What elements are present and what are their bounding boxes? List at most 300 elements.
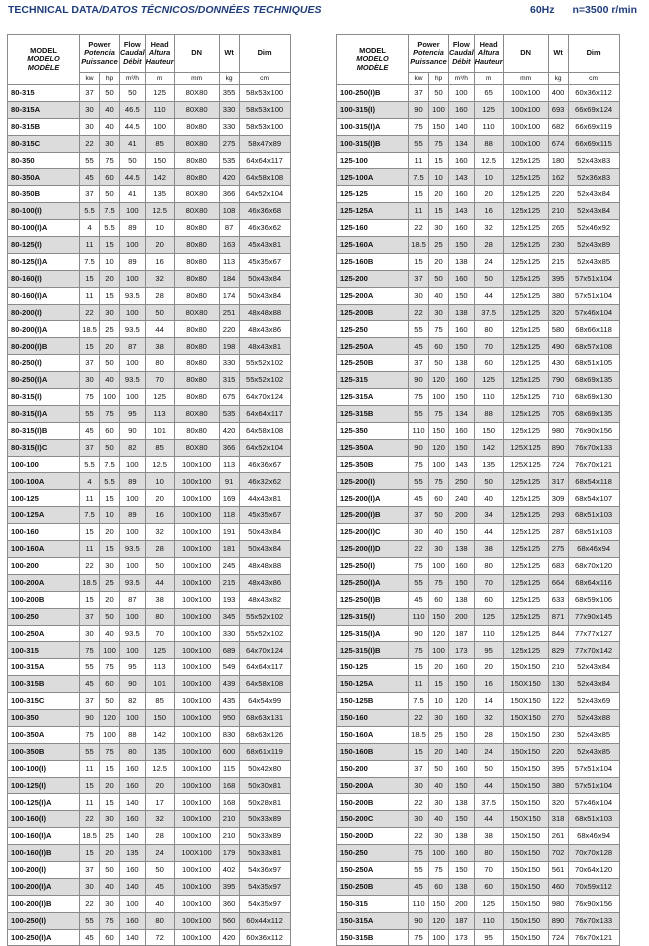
table-row bbox=[337, 777, 620, 794]
cell-flow: 173 bbox=[449, 642, 475, 659]
cell-flow: 150 bbox=[449, 524, 475, 541]
cell-power-kw: 110 bbox=[409, 895, 429, 912]
cell-model: 125-350 bbox=[337, 422, 409, 439]
cell-model: 80-315 bbox=[8, 85, 80, 102]
cell-dn: 80x80 bbox=[174, 220, 219, 237]
cell-weight: 317 bbox=[548, 473, 568, 490]
cell-flow: 89 bbox=[120, 253, 146, 270]
cell-head: 32 bbox=[145, 270, 174, 287]
cell-power-kw: 30 bbox=[80, 372, 100, 389]
cell-flow: 150 bbox=[449, 676, 475, 693]
cell-model: 100-315 bbox=[8, 642, 80, 659]
cell-dn: 150x150 bbox=[503, 828, 548, 845]
table-row bbox=[337, 591, 620, 608]
cell-power-kw: 22 bbox=[409, 794, 429, 811]
cell-power-hp: 30 bbox=[100, 811, 120, 828]
table-row bbox=[337, 828, 620, 845]
cell-power-kw: 30 bbox=[409, 811, 429, 828]
cell-power-kw: 37 bbox=[80, 693, 100, 710]
cell-power-hp: 15 bbox=[100, 541, 120, 558]
table-row bbox=[337, 693, 620, 710]
table-row bbox=[337, 355, 620, 372]
cell-dimensions: 64x64x117 bbox=[239, 405, 290, 422]
cell-head: 44 bbox=[474, 777, 503, 794]
cell-weight: 710 bbox=[548, 389, 568, 406]
cell-head: 28 bbox=[474, 726, 503, 743]
cell-dn: 125x125 bbox=[503, 574, 548, 591]
table-row bbox=[8, 169, 291, 186]
cell-dimensions: 50x43x84 bbox=[239, 541, 290, 558]
cell-power-kw: 30 bbox=[80, 118, 100, 135]
unit-dim: cm bbox=[568, 73, 619, 85]
cell-dimensions: 50x33x89 bbox=[239, 811, 290, 828]
cell-dn: 100x100 bbox=[174, 794, 219, 811]
cell-power-kw: 45 bbox=[80, 676, 100, 693]
cell-head: 40 bbox=[145, 895, 174, 912]
cell-power-kw: 22 bbox=[409, 220, 429, 237]
cell-dimensions: 52x43x85 bbox=[568, 253, 619, 270]
cell-flow: 100 bbox=[120, 557, 146, 574]
cell-weight: 693 bbox=[548, 101, 568, 118]
table-row bbox=[8, 861, 291, 878]
cell-model: 80-125(I)A bbox=[8, 253, 80, 270]
header-line: Power bbox=[417, 39, 440, 49]
header-line: Potencia bbox=[84, 48, 115, 58]
cell-power-hp: 30 bbox=[429, 794, 449, 811]
cell-flow: 160 bbox=[449, 220, 475, 237]
cell-weight: 162 bbox=[548, 169, 568, 186]
cell-power-kw: 7.5 bbox=[409, 693, 429, 710]
table-row bbox=[337, 794, 620, 811]
cell-dn: 125x125 bbox=[503, 389, 548, 406]
cell-power-hp: 30 bbox=[100, 557, 120, 574]
table-row bbox=[8, 135, 291, 152]
cell-model: 125-250(I)A bbox=[337, 574, 409, 591]
cell-dn: 125x125 bbox=[503, 355, 548, 372]
cell-head: 100 bbox=[145, 118, 174, 135]
cell-model: 125-200(I)A bbox=[337, 490, 409, 507]
cell-weight: 366 bbox=[219, 186, 239, 203]
cell-head: 85 bbox=[145, 693, 174, 710]
table-row bbox=[8, 642, 291, 659]
cell-power-hp: 20 bbox=[429, 743, 449, 760]
cell-dimensions: 70x70x128 bbox=[568, 845, 619, 862]
cell-flow: 100 bbox=[120, 456, 146, 473]
cell-dimensions: 68x61x119 bbox=[239, 743, 290, 760]
cell-dn: 125x125 bbox=[503, 287, 548, 304]
cell-dimensions: 57x46x104 bbox=[568, 304, 619, 321]
cell-dn: 125x125 bbox=[503, 270, 548, 287]
cell-flow: 187 bbox=[449, 625, 475, 642]
technical-data-table-left bbox=[7, 34, 291, 946]
table-row bbox=[8, 338, 291, 355]
cell-model: 100-100 bbox=[8, 456, 80, 473]
cell-flow: 93.5 bbox=[120, 625, 146, 642]
cell-model: 150-125 bbox=[337, 659, 409, 676]
cell-dimensions: 68x63x131 bbox=[239, 709, 290, 726]
cell-power-kw: 22 bbox=[80, 557, 100, 574]
cell-dimensions: 57x51x104 bbox=[568, 760, 619, 777]
cell-head: 28 bbox=[145, 828, 174, 845]
cell-dimensions: 68x51x105 bbox=[568, 355, 619, 372]
cell-dn: 125x125 bbox=[503, 169, 548, 186]
cell-dimensions: 57x51x104 bbox=[568, 287, 619, 304]
table-row bbox=[8, 574, 291, 591]
cell-dimensions: 68x51x103 bbox=[568, 507, 619, 524]
cell-head: 16 bbox=[145, 253, 174, 270]
cell-dn: 100x100 bbox=[174, 760, 219, 777]
cell-dn: 100x100 bbox=[174, 878, 219, 895]
cell-dn: 150X150 bbox=[503, 676, 548, 693]
cell-flow: 140 bbox=[449, 118, 475, 135]
cell-dn: 80X80 bbox=[174, 304, 219, 321]
cell-dimensions: 52x43x69 bbox=[568, 693, 619, 710]
cell-dimensions: 52x43x83 bbox=[568, 152, 619, 169]
cell-dn: 100x100 bbox=[174, 507, 219, 524]
cell-weight: 320 bbox=[548, 304, 568, 321]
cell-power-hp: 40 bbox=[100, 372, 120, 389]
cell-power-kw: 37 bbox=[80, 85, 100, 102]
cell-flow: 150 bbox=[449, 237, 475, 254]
cell-dimensions: 48x43x86 bbox=[239, 574, 290, 591]
table-row bbox=[8, 709, 291, 726]
cell-model: 100-250A bbox=[8, 625, 80, 642]
cell-model: 125-250 bbox=[337, 321, 409, 338]
cell-power-kw: 11 bbox=[80, 490, 100, 507]
unit-hp: hp bbox=[100, 73, 120, 85]
cell-weight: 210 bbox=[219, 811, 239, 828]
cell-flow: 100 bbox=[120, 389, 146, 406]
table-row bbox=[8, 304, 291, 321]
cell-flow: 150 bbox=[449, 777, 475, 794]
cell-dn: 125x125 bbox=[503, 608, 548, 625]
cell-power-kw: 37 bbox=[409, 760, 429, 777]
cell-power-hp: 75 bbox=[100, 912, 120, 929]
table-row bbox=[337, 186, 620, 203]
table-row bbox=[337, 743, 620, 760]
cell-model: 125-350A bbox=[337, 439, 409, 456]
cell-weight: 890 bbox=[548, 912, 568, 929]
cell-model: 80-315(I)A bbox=[8, 405, 80, 422]
cell-model: 100-350B bbox=[8, 743, 80, 760]
cell-model: 100-200B bbox=[8, 591, 80, 608]
cell-model: 100-200 bbox=[8, 557, 80, 574]
cell-head: 34 bbox=[474, 507, 503, 524]
cell-flow: 138 bbox=[449, 591, 475, 608]
cell-dn: 80x80 bbox=[174, 355, 219, 372]
cell-weight: 366 bbox=[219, 439, 239, 456]
cell-head: 40 bbox=[474, 490, 503, 507]
cell-power-kw: 55 bbox=[80, 405, 100, 422]
cell-dn: 125X125 bbox=[503, 456, 548, 473]
cell-dn: 125x125 bbox=[503, 152, 548, 169]
cell-dimensions: 50x43x84 bbox=[239, 270, 290, 287]
cell-weight: 829 bbox=[548, 642, 568, 659]
cell-power-kw: 30 bbox=[409, 777, 429, 794]
cell-power-hp: 30 bbox=[429, 828, 449, 845]
cell-weight: 580 bbox=[548, 321, 568, 338]
cell-head: 28 bbox=[145, 541, 174, 558]
cell-flow: 160 bbox=[120, 912, 146, 929]
cell-power-hp: 50 bbox=[429, 355, 449, 372]
cell-power-hp: 40 bbox=[100, 118, 120, 135]
cell-dimensions: 66x69x115 bbox=[568, 135, 619, 152]
cell-weight: 163 bbox=[219, 237, 239, 254]
cell-weight: 315 bbox=[219, 372, 239, 389]
cell-power-hp: 30 bbox=[429, 304, 449, 321]
cell-weight: 261 bbox=[548, 828, 568, 845]
table-row bbox=[337, 304, 620, 321]
cell-dimensions: 55x52x102 bbox=[239, 625, 290, 642]
cell-dimensions: 52x43x84 bbox=[568, 186, 619, 203]
cell-head: 12.5 bbox=[145, 203, 174, 220]
cell-power-kw: 11 bbox=[409, 676, 429, 693]
cell-power-hp: 30 bbox=[100, 895, 120, 912]
table-row bbox=[8, 608, 291, 625]
cell-power-hp: 50 bbox=[429, 270, 449, 287]
cell-head: 12.5 bbox=[474, 152, 503, 169]
cell-dn: 100x100 bbox=[174, 861, 219, 878]
cell-weight: 355 bbox=[219, 85, 239, 102]
cell-dn: 80x80 bbox=[174, 389, 219, 406]
cell-dn: 100x100 bbox=[174, 811, 219, 828]
cell-power-kw: 18.5 bbox=[80, 828, 100, 845]
cell-flow: 100 bbox=[120, 895, 146, 912]
table-row bbox=[8, 912, 291, 929]
cell-head: 32 bbox=[145, 811, 174, 828]
cell-head: 110 bbox=[474, 625, 503, 642]
cell-power-kw: 11 bbox=[80, 237, 100, 254]
cell-power-hp: 100 bbox=[100, 726, 120, 743]
header-line: MODÈLE bbox=[356, 62, 389, 72]
cell-dn: 100x100 bbox=[174, 557, 219, 574]
cell-flow: 100 bbox=[120, 490, 146, 507]
cell-flow: 100 bbox=[120, 524, 146, 541]
cell-flow: 160 bbox=[449, 659, 475, 676]
cell-head: 38 bbox=[145, 338, 174, 355]
cell-power-hp: 75 bbox=[429, 574, 449, 591]
cell-dimensions: 50x43x84 bbox=[239, 287, 290, 304]
header-line: Altura bbox=[148, 48, 171, 58]
cell-model: 150-315A bbox=[337, 912, 409, 929]
cell-head: 38 bbox=[474, 828, 503, 845]
page-header bbox=[0, 0, 649, 24]
cell-model: 125-200(I)C bbox=[337, 524, 409, 541]
cell-head: 37.5 bbox=[474, 304, 503, 321]
cell-weight: 230 bbox=[548, 237, 568, 254]
cell-dn: 125X125 bbox=[503, 439, 548, 456]
cell-head: 142 bbox=[145, 726, 174, 743]
cell-weight: 87 bbox=[219, 220, 239, 237]
cell-dn: 125x125 bbox=[503, 372, 548, 389]
cell-model: 150-250 bbox=[337, 845, 409, 862]
cell-weight: 318 bbox=[548, 811, 568, 828]
cell-flow: 138 bbox=[449, 355, 475, 372]
cell-dn: 100x100 bbox=[174, 828, 219, 845]
cell-power-hp: 75 bbox=[429, 321, 449, 338]
cell-dimensions: 64x58x108 bbox=[239, 676, 290, 693]
cell-power-kw: 45 bbox=[409, 338, 429, 355]
cell-dn: 100x100 bbox=[174, 490, 219, 507]
cell-model: 125-160A bbox=[337, 237, 409, 254]
table-row bbox=[8, 186, 291, 203]
cell-flow: 82 bbox=[120, 693, 146, 710]
cell-power-kw: 55 bbox=[80, 743, 100, 760]
cell-power-kw: 37 bbox=[80, 861, 100, 878]
table-row bbox=[337, 507, 620, 524]
unit-hp: hp bbox=[429, 73, 449, 85]
cell-weight: 251 bbox=[219, 304, 239, 321]
cell-model: 125-200(I) bbox=[337, 473, 409, 490]
cell-dimensions: 76x70x133 bbox=[568, 912, 619, 929]
cell-dimensions: 70x59x112 bbox=[568, 878, 619, 895]
cell-head: 101 bbox=[145, 422, 174, 439]
cell-power-kw: 37 bbox=[409, 270, 429, 287]
cell-head: 60 bbox=[474, 878, 503, 895]
cell-power-kw: 15 bbox=[80, 591, 100, 608]
table-row bbox=[337, 422, 620, 439]
cell-dn: 80X80 bbox=[174, 85, 219, 102]
table-row bbox=[337, 372, 620, 389]
cell-model: 80-250(I) bbox=[8, 355, 80, 372]
cell-power-hp: 15 bbox=[429, 152, 449, 169]
cell-flow: 240 bbox=[449, 490, 475, 507]
cell-power-kw: 5.5 bbox=[80, 456, 100, 473]
cell-model: 125-315(I)A bbox=[337, 625, 409, 642]
cell-power-kw: 75 bbox=[409, 389, 429, 406]
cell-power-kw: 45 bbox=[409, 878, 429, 895]
cell-dn: 80x80 bbox=[174, 118, 219, 135]
cell-power-kw: 45 bbox=[409, 490, 429, 507]
cell-dn: 150X150 bbox=[503, 693, 548, 710]
cell-power-kw: 55 bbox=[80, 659, 100, 676]
table-row bbox=[337, 270, 620, 287]
cell-weight: 210 bbox=[219, 828, 239, 845]
cell-dimensions: 57x46x104 bbox=[568, 794, 619, 811]
table-row bbox=[8, 253, 291, 270]
cell-dimensions: 60x44x112 bbox=[239, 912, 290, 929]
cell-dimensions: 76x90x156 bbox=[568, 422, 619, 439]
cell-dimensions: 50x33x89 bbox=[239, 828, 290, 845]
cell-power-kw: 37 bbox=[80, 608, 100, 625]
cell-flow: 88 bbox=[120, 726, 146, 743]
cell-flow: 150 bbox=[449, 861, 475, 878]
cell-dn: 100x100 bbox=[174, 777, 219, 794]
table-row bbox=[8, 929, 291, 946]
col-header-wt: Wt bbox=[548, 35, 568, 73]
header-line: Power bbox=[88, 39, 111, 49]
cell-head: 113 bbox=[145, 659, 174, 676]
cell-model: 125-200(I)D bbox=[337, 541, 409, 558]
cell-power-kw: 30 bbox=[80, 101, 100, 118]
cell-power-hp: 50 bbox=[100, 861, 120, 878]
table-row bbox=[8, 878, 291, 895]
cell-power-kw: 11 bbox=[409, 203, 429, 220]
cell-head: 20 bbox=[145, 777, 174, 794]
cell-power-hp: 60 bbox=[100, 676, 120, 693]
cell-dimensions: 77x90x145 bbox=[568, 608, 619, 625]
cell-dn: 150x150 bbox=[503, 659, 548, 676]
cell-weight: 724 bbox=[548, 456, 568, 473]
cell-weight: 395 bbox=[548, 270, 568, 287]
cell-power-kw: 55 bbox=[409, 135, 429, 152]
cell-power-kw: 75 bbox=[409, 845, 429, 862]
technical-data-table-right bbox=[336, 34, 620, 946]
cell-weight: 265 bbox=[548, 220, 568, 237]
cell-dimensions: 52x43x85 bbox=[568, 726, 619, 743]
cell-dn: 100x100 bbox=[174, 574, 219, 591]
col-header-dn: DN bbox=[174, 35, 219, 73]
cell-power-hp: 10 bbox=[429, 169, 449, 186]
cell-power-hp: 75 bbox=[429, 405, 449, 422]
cell-head: 50 bbox=[474, 473, 503, 490]
cell-head: 44 bbox=[145, 321, 174, 338]
cell-head: 110 bbox=[474, 389, 503, 406]
cell-power-kw: 55 bbox=[80, 912, 100, 929]
cell-power-kw: 30 bbox=[409, 287, 429, 304]
cell-head: 16 bbox=[145, 507, 174, 524]
cell-weight: 844 bbox=[548, 625, 568, 642]
table-row bbox=[8, 237, 291, 254]
cell-power-hp: 40 bbox=[429, 524, 449, 541]
cell-flow: 160 bbox=[449, 760, 475, 777]
cell-flow: 140 bbox=[120, 828, 146, 845]
cell-dn: 100X100 bbox=[174, 845, 219, 862]
cell-power-kw: 18.5 bbox=[80, 321, 100, 338]
table-row bbox=[8, 845, 291, 862]
cell-dimensions: 46x32x62 bbox=[239, 473, 290, 490]
cell-head: 10 bbox=[145, 220, 174, 237]
cell-model: 150-200C bbox=[337, 811, 409, 828]
cell-model: 80-160(I) bbox=[8, 270, 80, 287]
unit-wt: kg bbox=[219, 73, 239, 85]
cell-model: 80-315A bbox=[8, 101, 80, 118]
cell-model: 125-125A bbox=[337, 203, 409, 220]
cell-weight: 220 bbox=[548, 743, 568, 760]
cell-head: 150 bbox=[474, 422, 503, 439]
cell-head: 24 bbox=[474, 743, 503, 760]
cell-weight: 705 bbox=[548, 405, 568, 422]
cell-dimensions: 64x64x117 bbox=[239, 152, 290, 169]
cell-power-kw: 37 bbox=[80, 186, 100, 203]
cell-power-hp: 50 bbox=[100, 186, 120, 203]
cell-weight: 270 bbox=[548, 709, 568, 726]
cell-dimensions: 46x36x68 bbox=[239, 203, 290, 220]
cell-power-hp: 120 bbox=[429, 439, 449, 456]
cell-model: 80-200(I) bbox=[8, 304, 80, 321]
cell-dn: 150x150 bbox=[503, 743, 548, 760]
table-row bbox=[337, 220, 620, 237]
cell-head: 110 bbox=[145, 101, 174, 118]
table-row bbox=[8, 405, 291, 422]
cell-weight: 180 bbox=[548, 152, 568, 169]
cell-dn: 125x125 bbox=[503, 557, 548, 574]
cell-flow: 100 bbox=[120, 270, 146, 287]
cell-dn: 150X150 bbox=[503, 709, 548, 726]
table-row bbox=[337, 135, 620, 152]
cell-model: 80-350A bbox=[8, 169, 80, 186]
cell-power-hp: 30 bbox=[429, 709, 449, 726]
cell-head: 125 bbox=[145, 85, 174, 102]
cell-flow: 82 bbox=[120, 439, 146, 456]
cell-weight: 980 bbox=[548, 895, 568, 912]
cell-power-kw: 37 bbox=[409, 355, 429, 372]
cell-flow: 140 bbox=[120, 929, 146, 946]
unit-dn: mm bbox=[174, 73, 219, 85]
cell-head: 37.5 bbox=[474, 794, 503, 811]
col-header-model bbox=[337, 35, 409, 85]
cell-head: 80 bbox=[145, 912, 174, 929]
